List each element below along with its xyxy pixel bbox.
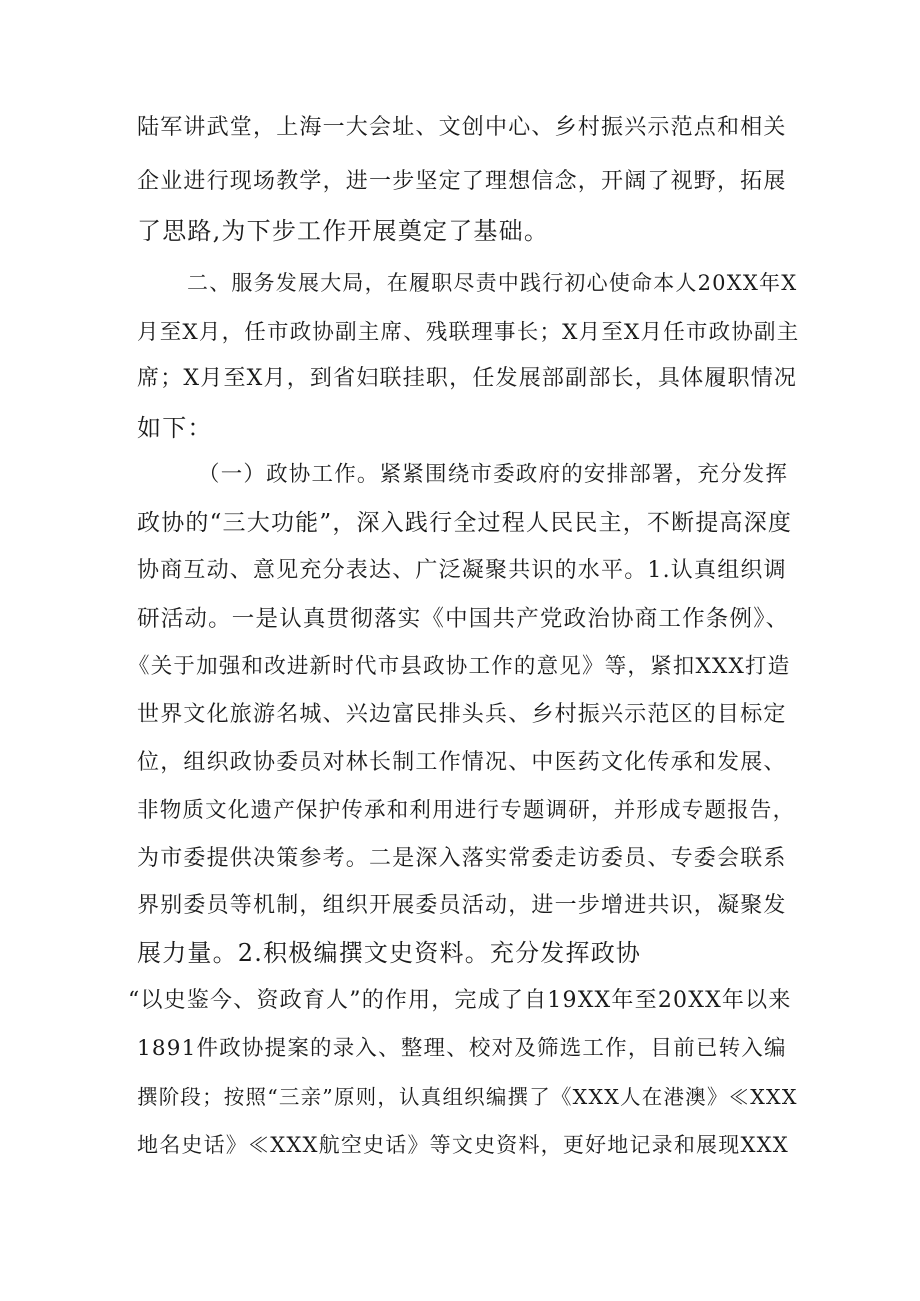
text-line: 研活动。一是认真贯彻落实《中国共产党政治协商工作条例》、 xyxy=(137,606,790,632)
text-line: 非物质文化遗产保护传承和利用进行专题调研，并形成专题报告， xyxy=(137,798,796,823)
text-line: 位，组织政协委员对林长制工作情况、中医药文化传承和发展、 xyxy=(137,750,787,775)
text-line: 撰阶段；按照“三亲”原则，认真组织编撰了《XXX人在港澳》≪XXX xyxy=(137,1085,798,1109)
text-line: （一）政协工作。紧紧围绕市委政府的安排部署，充分发挥 xyxy=(198,462,789,487)
text-line: 《关于加强和改进新时代市县政协工作的意见》等，紧扣XXX打造 xyxy=(128,654,791,679)
text-line: 如下： xyxy=(137,414,213,442)
text-line: 了思路,为下步工作开展奠定了基础。 xyxy=(137,217,550,245)
text-line: “以史鉴今、资政育人”的作用，完成了自19XX年至20XX年以来 xyxy=(128,988,792,1013)
text-line: 协商互动、意见充分表达、广泛凝聚共识的水平。1.认真组织调 xyxy=(137,558,787,583)
text-line: 1891件政协提案的录入、整理、校对及筛选工作，目前已转入编 xyxy=(137,1036,787,1061)
text-line: 企业进行现场教学，进一步坚定了理想信念，开阔了视野，拓展 xyxy=(137,169,787,194)
text-line: 政协的“三大功能”，深入践行全过程人民民主，不断提高深度 xyxy=(137,510,793,536)
text-line: 为市委提供决策参考。二是深入落实常委走访委员、专委会联系 xyxy=(137,846,787,871)
text-line: 展力量。2.积极编撰文史资料。充分发挥政协 xyxy=(137,939,642,967)
text-line: 界别委员等机制，组织开展委员活动，进一步增进共识，凝聚发 xyxy=(137,893,787,918)
text-line: 月至X月，任市政协副主席、残联理事长；X月至X月任市政协副主 xyxy=(137,320,800,345)
text-line: 席；X月至X月，到省妇联挂职，任发展部副部长，具体履职情况 xyxy=(137,366,798,391)
text-line: 世界文化旅游名城、兴边富民排头兵、乡村振兴示范区的目标定 xyxy=(137,702,787,727)
text-line: 地名史话》≪XXX航空史话》等文史资料，更好地记录和展现XXX xyxy=(137,1133,789,1157)
text-line: 二、服务发展大局，在履职尽责中践行初心使命本人20XX年X xyxy=(187,271,798,295)
text-line: 陆军讲武堂，上海一大会址、文创中心、乡村振兴示范点和相关 xyxy=(137,115,787,140)
